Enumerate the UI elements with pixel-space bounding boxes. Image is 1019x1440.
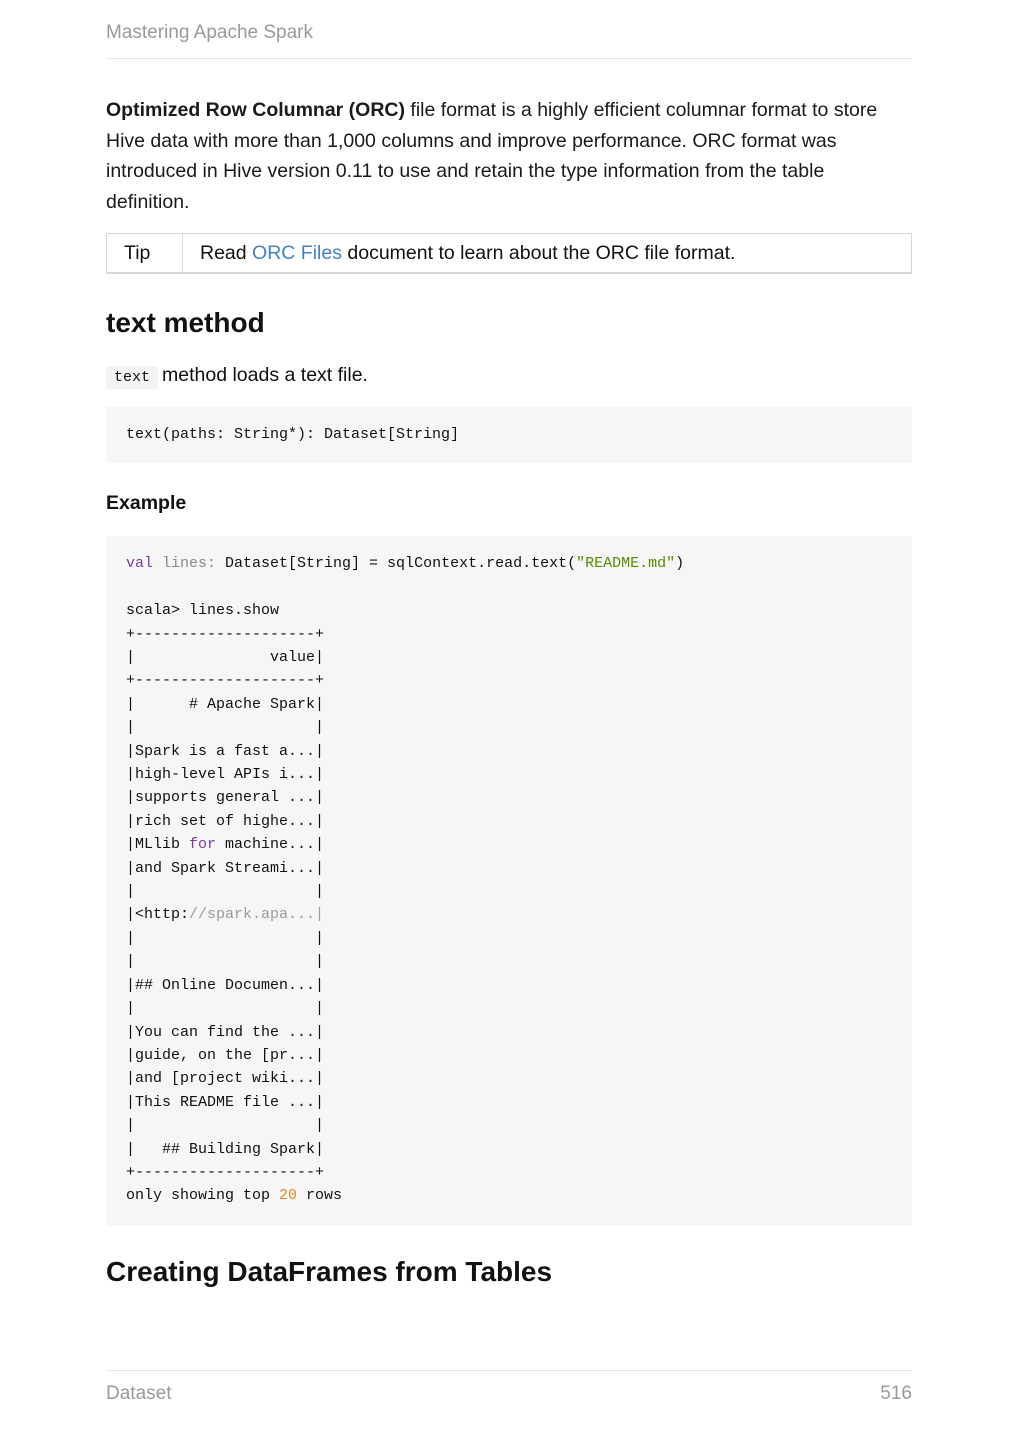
description-text: method loads a text file. <box>162 364 368 387</box>
table-row: | | <box>126 883 325 901</box>
example-code-block <box>106 536 912 1225</box>
code-mllib-pre: |MLlib <box>126 836 190 854</box>
tip-callout <box>106 233 912 274</box>
code-line1-mid: Dataset[String] = sqlContext.read.text( <box>216 555 577 573</box>
signature-code-block <box>106 407 912 463</box>
code-keyword-val: val <box>126 555 154 573</box>
code-footer-pre: only showing top <box>126 1187 280 1205</box>
intro-text: file format is a highly efficient columnar format to store Hive data with more than 1,000 columns and improve performance. ORC format was introduced in Hive version 0.11 to use and retain the type information from the table definition. <box>106 99 878 213</box>
code-number-20: 20 <box>279 1187 298 1205</box>
table-row: | | <box>126 929 325 947</box>
example-heading: Example <box>106 492 187 515</box>
orc-files-link[interactable]: ORC Files <box>252 241 342 264</box>
table-row: |You can find the ...| <box>126 1023 325 1041</box>
tip-text-before: Read <box>200 241 247 264</box>
table-row: |supports general ...| <box>126 789 325 807</box>
code-keyword-for: for <box>189 836 217 854</box>
intro-paragraph <box>106 95 912 217</box>
table-row: +--------------------+ <box>126 625 325 643</box>
code-footer-post: rows <box>297 1187 343 1205</box>
table-row: |and Spark Streami...| <box>126 859 325 877</box>
orc-term: Optimized Row Columnar (ORC) <box>106 99 405 121</box>
table-rows-block-a <box>126 626 324 830</box>
table-row: | value| <box>126 649 325 666</box>
table-row: |This README file ...| <box>126 1093 325 1111</box>
table-row: |and [project wiki...| <box>126 1070 325 1088</box>
table-row: +--------------------+ <box>126 1163 325 1181</box>
scala-prompt-line: scala> lines.show <box>126 602 280 620</box>
code-line1-end: ) <box>675 555 685 573</box>
tip-text-after: document to learn about the ORC file format. <box>347 241 736 264</box>
page-number: 516 <box>880 1383 912 1404</box>
table-row: | # Apache Spark| <box>126 695 325 713</box>
table-rows-block-c <box>126 930 324 1181</box>
page-footer <box>106 1370 912 1405</box>
table-row: |guide, on the [pr...| <box>126 1046 325 1064</box>
tip-label: Tip <box>107 234 183 272</box>
footer-chapter: Dataset <box>106 1383 172 1404</box>
inline-code-text: text <box>106 366 158 389</box>
page-header <box>106 22 912 59</box>
table-row: |## Online Documen...| <box>126 976 325 994</box>
section-heading-text-method: text method <box>106 307 265 339</box>
code-string-readme: "README.md" <box>576 555 676 573</box>
tip-body <box>183 234 735 272</box>
table-row: | | <box>126 1117 325 1135</box>
code-var-lines: lines: <box>153 555 217 573</box>
table-row: | | <box>126 719 325 737</box>
table-row: | | <box>126 1000 325 1018</box>
table-row: | ## Building Spark| <box>126 1140 325 1158</box>
code-mllib-post: machine...| <box>216 836 325 854</box>
section-heading-dataframes: Creating DataFrames from Tables <box>106 1255 553 1287</box>
text-method-description <box>106 360 912 393</box>
code-http-pre: |<http: <box>126 906 190 924</box>
table-rows-block-b <box>126 860 324 900</box>
table-row: +--------------------+ <box>126 672 325 690</box>
book-title: Mastering Apache Spark <box>106 22 314 43</box>
code-comment-url: //spark.apa...| <box>189 906 325 924</box>
table-row: |high-level APIs i...| <box>126 766 325 784</box>
table-row: | | <box>126 953 325 971</box>
signature-text: text(paths: String*): Dataset[String] <box>126 426 460 444</box>
table-row: |rich set of highe...| <box>126 812 325 830</box>
table-row: |Spark is a fast a...| <box>126 742 325 760</box>
page-content <box>106 95 912 1288</box>
